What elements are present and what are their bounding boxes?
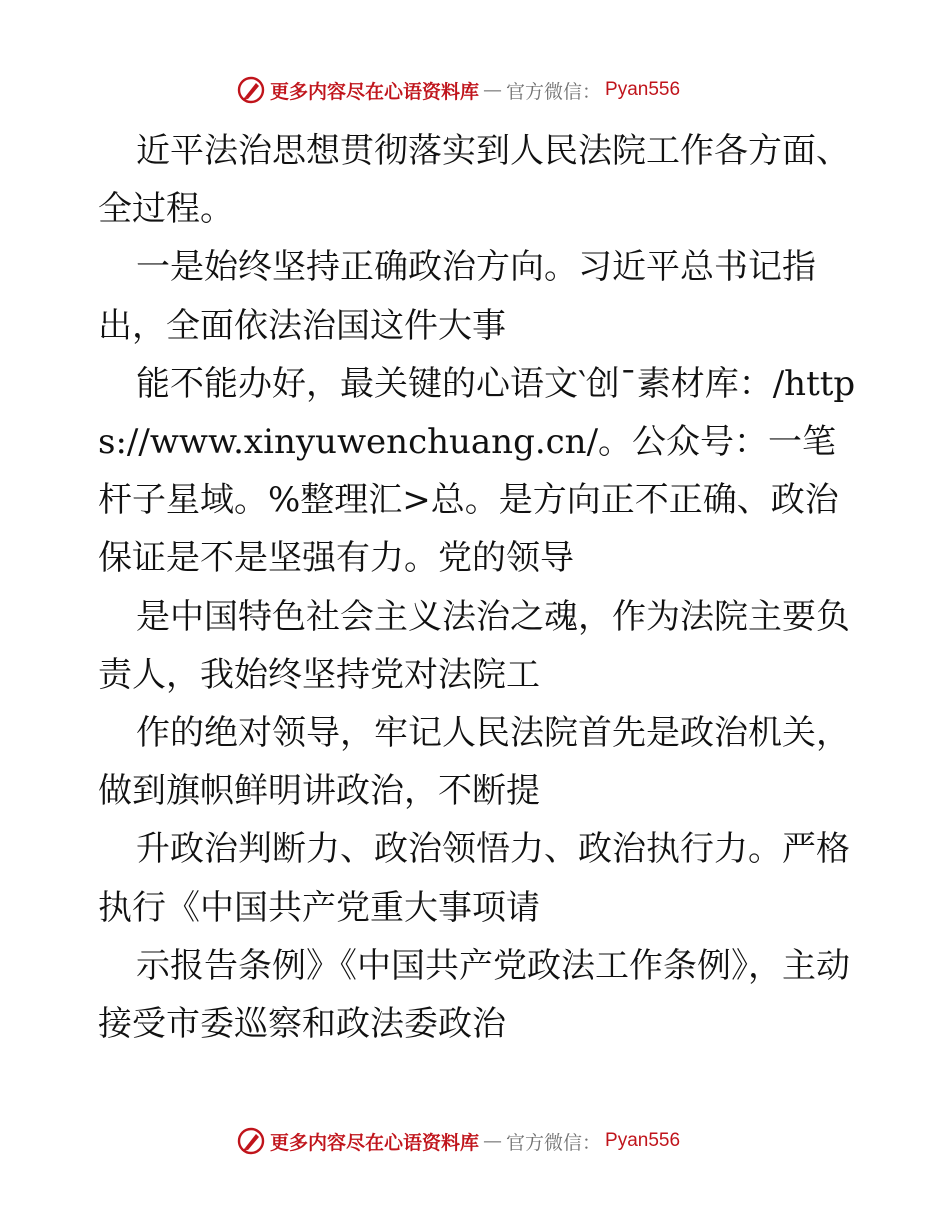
paragraph: 升政治判断力、政治领悟力、政治执行力。严格执行《中国共产党重大事项请 (98, 829, 850, 928)
paragraph: 作的绝对领导，牢记人民法院首先是政治机关，做到旗帜鲜明讲政治，不断提 (98, 713, 850, 812)
banner-main-text: 更多内容尽在心语资料库 (270, 1131, 480, 1154)
footer-banner (236, 1124, 680, 1158)
banner-main-text: 更多内容尽在心语资料库 (270, 80, 480, 103)
banner-wechat-id: Pyan556 (605, 1130, 681, 1151)
document-body (98, 122, 858, 1053)
header-banner (236, 73, 680, 107)
banner-wechat-label: 官方微信： (506, 80, 602, 103)
paragraph: 是中国特色社会主义法治之魂，作为法院主要负责人，我始终坚持党对法院工 (98, 596, 850, 695)
paragraph: 近平法治思想贯彻落实到人民法院工作各方面、全过程。 (98, 131, 850, 230)
banner-separator: — (483, 79, 503, 101)
banner-wechat-label: 官方微信： (506, 1131, 602, 1154)
pen-nib-logo-icon (236, 75, 266, 105)
pen-nib-logo-icon (236, 1126, 266, 1156)
banner-separator: — (483, 1130, 503, 1152)
paragraph: 示报告条例》《中国共产党政法工作条例》，主动接受市委巡察和政法委政治 (98, 945, 850, 1045)
paragraph: 一是始终坚持正确政治方向。习近平总书记指出，全面依法治国这件大事 (98, 247, 816, 346)
banner-wechat-id: Pyan556 (605, 79, 681, 100)
paragraph: 能不能办好，最关键的心语文‵创¯素材库：/https://www.xinyuwenchuang.cn/。公众号：一笔杆子星域。%整理汇>总。是方向正不正确、政治保证是不是坚强有力。党的领导 (98, 363, 856, 579)
